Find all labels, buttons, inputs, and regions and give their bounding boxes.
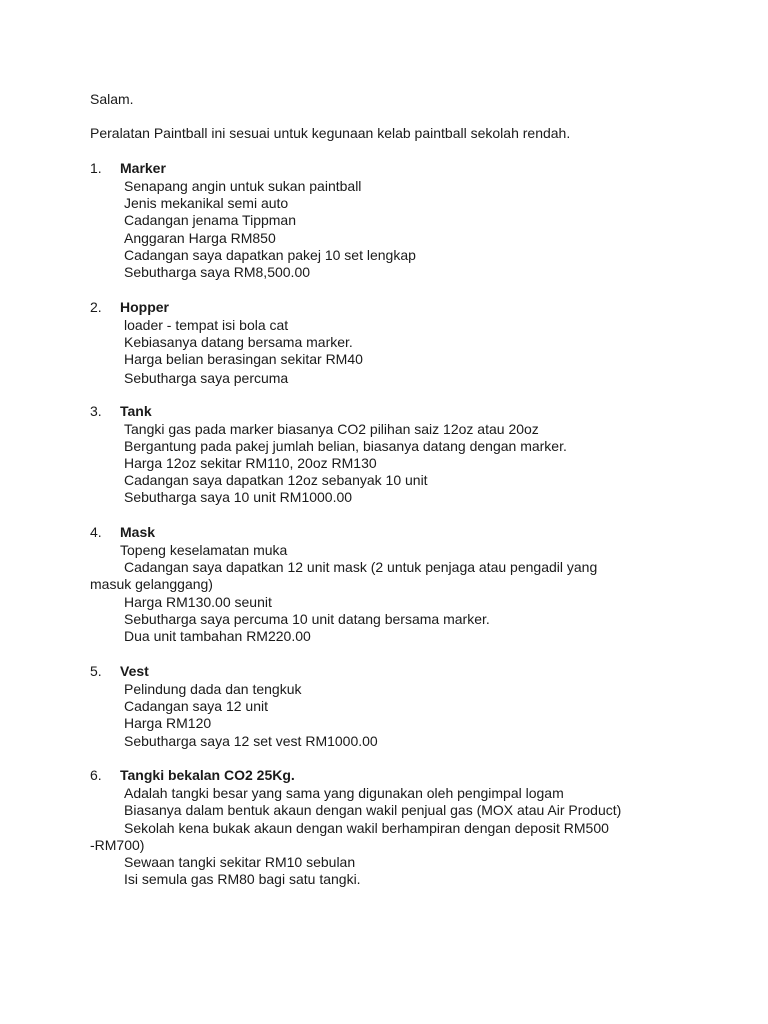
item-line: Cadangan saya 12 unit <box>124 698 268 714</box>
item-line: Senapang angin untuk sukan paintball <box>124 178 362 194</box>
item-line: Sebutharga saya 12 set vest RM1000.00 <box>124 733 378 749</box>
item-title: Tank <box>120 403 152 419</box>
item-line: Harga RM120 <box>124 715 212 731</box>
item-title: Mask <box>120 524 156 540</box>
item-line: Bergantung pada pakej jumlah belian, biasanya datang dengan marker. <box>124 438 567 454</box>
item-line: -RM700) <box>90 837 145 853</box>
intro-paragraph: Peralatan Paintball ini sesuai untuk kegunaan kelab paintball sekolah rendah. <box>90 125 571 141</box>
item-line: Kebiasanya datang bersama marker. <box>124 334 353 350</box>
item-title: Tangki bekalan CO2 25Kg. <box>120 767 295 783</box>
item-number: 5. <box>90 663 102 679</box>
item-line: Isi semula gas RM80 bagi satu tangki. <box>124 871 361 887</box>
item-line: Cadangan saya dapatkan pakej 10 set lengkap <box>124 247 416 263</box>
item-line: Sebutharga saya percuma <box>124 370 289 386</box>
item-line: Sebutharga saya RM8,500.00 <box>124 264 311 280</box>
item-title: Vest <box>120 663 149 679</box>
item-line: masuk gelanggang) <box>90 576 213 592</box>
item-number: 1. <box>90 160 102 176</box>
item-number: 4. <box>90 524 102 540</box>
item-line: Harga belian berasingan sekitar RM40 <box>124 351 363 367</box>
item-line: Cadangan jenama Tippman <box>124 212 297 228</box>
item-line: Adalah tangki besar yang sama yang digunakan oleh pengimpal logam <box>124 785 564 801</box>
item-line: Sebutharga saya 10 unit RM1000.00 <box>124 489 353 505</box>
item-line: Anggaran Harga RM850 <box>124 230 276 246</box>
item-line: Dua unit tambahan RM220.00 <box>124 628 311 644</box>
item-title: Hopper <box>120 299 169 315</box>
greeting: Salam. <box>90 91 134 107</box>
item-number: 6. <box>90 767 102 783</box>
item-line: Cadangan saya dapatkan 12 unit mask (2 untuk penjaga atau pengadil yang <box>124 559 598 575</box>
item-line: Biasanya dalam bentuk akaun dengan wakil penjual gas (MOX atau Air Product) <box>124 802 622 818</box>
item-line: Sebutharga saya percuma 10 unit datang bersama marker. <box>124 611 490 627</box>
item-line: Jenis mekanikal semi auto <box>124 195 289 211</box>
item-line: Tangki gas pada marker biasanya CO2 pilihan saiz 12oz atau 20oz <box>124 421 539 437</box>
item-line: Cadangan saya dapatkan 12oz sebanyak 10 unit <box>124 472 428 488</box>
item-number: 2. <box>90 299 102 315</box>
item-line: Pelindung dada dan tengkuk <box>124 681 302 697</box>
item-line: Topeng keselamatan muka <box>120 542 288 558</box>
item-number: 3. <box>90 403 102 419</box>
item-line: Sewaan tangki sekitar RM10 sebulan <box>124 854 356 870</box>
item-line: Harga 12oz sekitar RM110, 20oz RM130 <box>124 455 377 471</box>
item-line: Harga RM130.00 seunit <box>124 594 272 610</box>
item-title: Marker <box>120 160 166 176</box>
item-line: Sekolah kena bukak akaun dengan wakil berhampiran dengan deposit RM500 <box>124 820 609 836</box>
item-line: loader - tempat isi bola cat <box>124 317 289 333</box>
